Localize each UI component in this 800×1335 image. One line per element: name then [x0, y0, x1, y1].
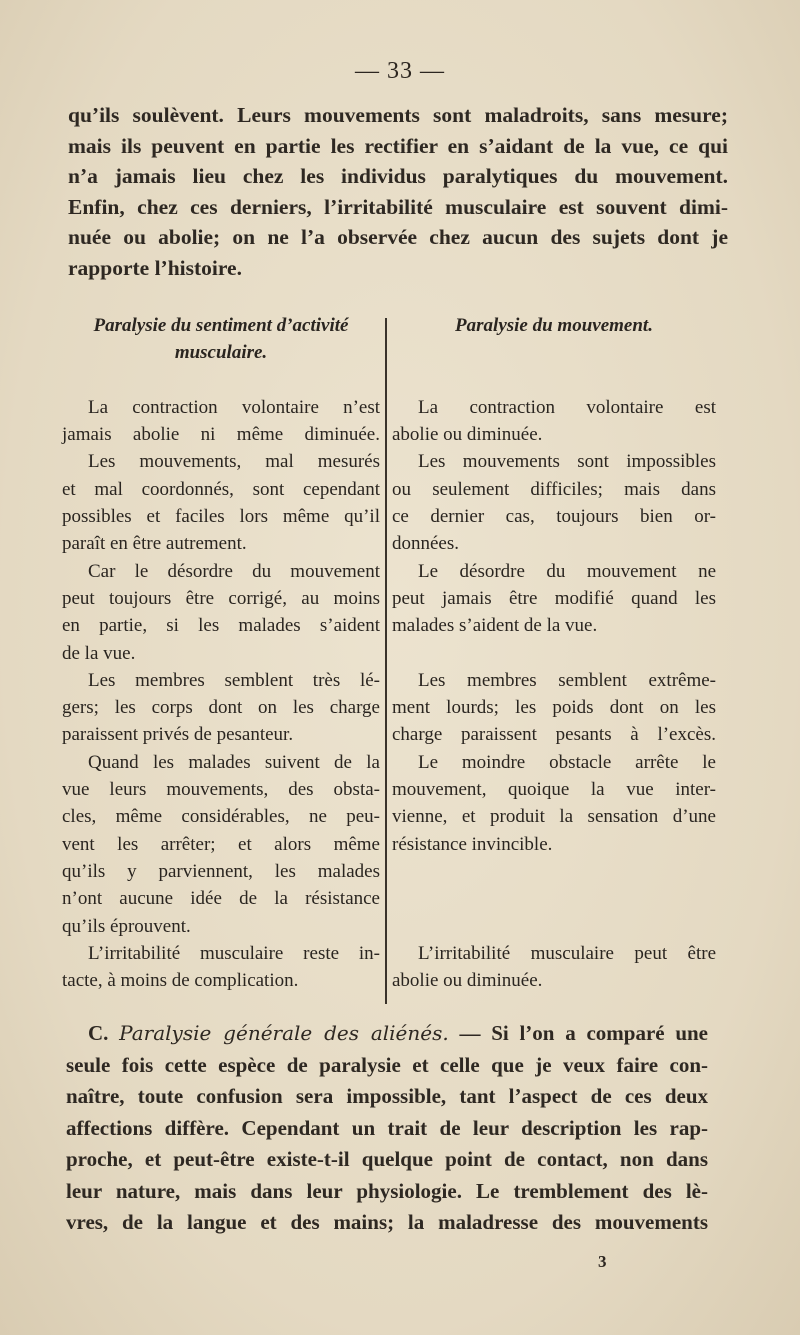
text-line: qu’ils y parviennent, les malades	[62, 860, 380, 882]
text-line: malades s’aident de la vue.	[392, 615, 598, 637]
text-line: Quand les malades suivent de la	[88, 751, 380, 773]
text-line: vue leurs mouvements, des obsta-	[62, 779, 380, 801]
text-line: n’ont aucune idée de la résistance	[62, 888, 380, 910]
text-line: abolie ou diminuée.	[392, 424, 543, 446]
section-heading-line	[66, 1018, 708, 1050]
left-column-heading: Paralysie du sentiment d’activité	[93, 315, 349, 336]
text-line: affections diffère. Cependant un trait de leur description les rap-	[66, 1115, 708, 1140]
text-line: charge paraissent pesants à l’excès.	[392, 724, 716, 746]
text-line: peut toujours être corrigé, au moins	[62, 587, 380, 609]
text-line: qu’ils éprouvent.	[62, 915, 191, 937]
text-line: Enfin, chez ces derniers, l’irritabilité musculaire est souvent dimi-	[68, 194, 728, 219]
text-line: cles, même considérables, ne peu-	[62, 806, 380, 828]
left-column-heading-cont: musculaire.	[174, 342, 268, 364]
text-line: en partie, si les malades s’aident	[62, 615, 380, 637]
text-line: proche, et peut-être existe-t-il quelque point de contact, non dans	[66, 1147, 708, 1171]
section-c	[66, 1018, 708, 1239]
text-line: Les membres semblent très lé-	[88, 669, 380, 691]
text-line: Les mouvements sont impossibles	[418, 451, 716, 473]
right-column	[392, 312, 716, 994]
text-line: n’a jamais lieu chez les individus paralytiques du mouvement.	[68, 164, 728, 188]
page-number: — 33 —	[355, 58, 445, 84]
text-line: gers; les corps dont on les charge	[62, 697, 380, 719]
text-line: données.	[392, 533, 460, 555]
text-line: paraissent privés de pesanteur.	[62, 724, 294, 746]
text-line: Le désordre du mouvement ne	[418, 560, 716, 582]
signature-mark: 3	[598, 1252, 607, 1271]
text-line: vres, de la langue et des mains; la maladresse des mouvements	[66, 1210, 708, 1234]
text-line: La contraction volontaire n’est	[88, 396, 380, 418]
text-line: abolie ou diminuée.	[392, 970, 543, 992]
text-line: leur nature, mais dans leur physiologie. Le tremblement des lè-	[66, 1178, 708, 1203]
text-line: ce dernier cas, toujours bien or-	[392, 506, 716, 528]
text-line: de la vue.	[62, 642, 136, 664]
text-line: jamais abolie ni même diminuée.	[62, 424, 380, 446]
column-divider	[385, 318, 387, 1004]
text-line: Le moindre obstacle arrête le	[418, 751, 716, 773]
text-line: vent les arrêter; et alors même	[62, 833, 380, 855]
text-line: mouvement, quoique la vue inter-	[392, 779, 716, 801]
text-line: La contraction volontaire est	[418, 396, 716, 418]
right-column-heading: Paralysie du mouvement.	[455, 315, 653, 336]
text-line: Car le désordre du mouvement	[88, 560, 380, 582]
text-line: L’irritabilité musculaire peut être	[418, 942, 716, 964]
text-fragment: — Si l’on a comparé une	[459, 1021, 709, 1045]
text-line: rapporte l’histoire.	[68, 255, 242, 280]
text-line: possibles et faciles lors même qu’il	[62, 506, 380, 528]
text-line: seule fois cette espèce de paralysie et celle que je veux faire con-	[66, 1052, 708, 1077]
text-line: Les membres semblent extrême-	[418, 669, 716, 691]
section-title: Paralysie générale des aliénés.	[119, 1021, 449, 1045]
text-line: vienne, et produit la sensation d’une	[392, 806, 716, 828]
text-line: résistance invincible.	[392, 833, 553, 855]
text-line: ment lourds; les poids dont on les	[392, 697, 716, 719]
left-column	[62, 312, 380, 994]
text-line: et mal coordonnés, sont cependant	[62, 478, 380, 500]
intro-paragraph	[68, 100, 728, 283]
text-line: naître, toute confusion sera impossible, tant l’aspect de ces deux	[66, 1084, 708, 1108]
text-line: ou seulement difficiles; mais dans	[392, 478, 716, 500]
text-line: mais ils peuvent en partie les rectifier en s’aidant de la vue, ce qui	[68, 133, 728, 158]
text-line: peut jamais être modifié quand les	[392, 587, 716, 609]
text-line: qu’ils soulèvent. Leurs mouvements sont maladroits, sans mesure;	[68, 103, 728, 127]
section-letter: C.	[88, 1021, 109, 1045]
text-line: nuée ou abolie; on ne l’a observée chez aucun des sujets dont je	[68, 225, 728, 249]
text-line: Les mouvements, mal mesurés	[88, 451, 380, 473]
text-line: L’irritabilité musculaire reste in-	[88, 942, 380, 964]
text-line: paraît en être autrement.	[62, 533, 247, 555]
text-line: tacte, à moins de complication.	[62, 970, 299, 992]
